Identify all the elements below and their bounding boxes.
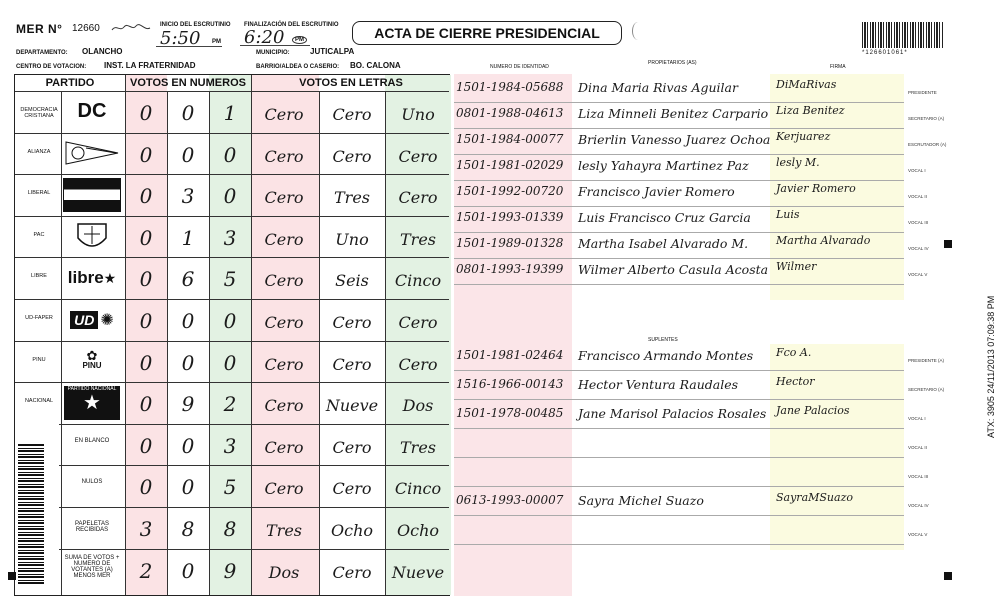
member-row xyxy=(456,406,906,428)
party-name: LIBERAL xyxy=(27,190,51,197)
start-time: 5:50 xyxy=(160,28,201,49)
member-name: lesly Yahayra Martinez Paz xyxy=(578,158,749,173)
vote-number: 3 xyxy=(223,433,237,458)
member-name: Wilmer Alberto Casula Acosta xyxy=(578,262,769,277)
ud-logo-icon: UD xyxy=(70,311,98,329)
owners-label: PROPIETARIOS (AS) xyxy=(648,60,697,66)
party-logo xyxy=(63,261,121,295)
vote-number: 0 xyxy=(181,558,195,583)
vote-word: Nueve xyxy=(325,396,379,416)
vote-number: 0 xyxy=(181,309,195,333)
member-role: VOCAL II xyxy=(908,445,927,450)
member-name: Francisco Javier Romero xyxy=(578,184,735,199)
party-name: LIBRE xyxy=(31,273,47,280)
star-icon: ★ xyxy=(103,269,117,286)
member-row xyxy=(456,80,906,102)
vote-word: Tres xyxy=(400,437,436,457)
member-underline xyxy=(454,370,904,371)
row-divider xyxy=(15,382,449,383)
row-divider xyxy=(15,216,449,217)
member-role: ESCRUTADOR (A) xyxy=(908,142,947,147)
nacional-logo-text: PARTIDO NACIONAL xyxy=(67,385,117,392)
vote-word: Cero xyxy=(264,188,304,208)
party-logo xyxy=(63,220,121,254)
vote-number: 0 xyxy=(139,350,153,375)
party-name: ALIANZA xyxy=(27,148,51,155)
vote-word: Dos xyxy=(402,396,434,416)
barcode-icon xyxy=(862,22,944,48)
party-name: PINU xyxy=(32,356,46,363)
left-barcode-icon xyxy=(18,444,44,584)
vote-word: Uno xyxy=(335,229,369,249)
vote-word: Dos xyxy=(268,562,300,582)
numbers-header: VOTOS EN NUMEROS xyxy=(130,77,246,89)
member-id: 1501-1989-01328 xyxy=(456,236,564,250)
member-row xyxy=(456,493,906,515)
vote-number: 0 xyxy=(139,101,153,125)
centro-label: CENTRO DE VOTACION: xyxy=(16,64,87,70)
member-id: 1516-1966-00143 xyxy=(456,377,564,391)
dc-logo-icon: DC xyxy=(77,100,107,123)
member-row xyxy=(456,522,906,544)
party-name: UD-FAPER xyxy=(25,315,53,321)
pac-logo-icon xyxy=(72,220,112,254)
member-signature: Liza Benitez xyxy=(776,104,845,117)
member-underline xyxy=(454,544,904,545)
member-id: 0801-1993-19399 xyxy=(456,262,564,276)
mer-number: 12660 xyxy=(72,23,100,34)
vote-word: Cero xyxy=(264,354,304,374)
party-logo xyxy=(63,303,121,337)
barrio-value: BO. CALONA xyxy=(350,61,401,70)
vote-number: 5 xyxy=(223,475,237,500)
member-id: 1501-1981-02464 xyxy=(456,348,564,362)
member-role: VOCAL II xyxy=(908,194,927,199)
party-name: NACIONAL xyxy=(24,398,54,405)
vote-word: Cero xyxy=(264,229,304,249)
registration-mark xyxy=(944,240,952,248)
member-id: 1501-1984-05688 xyxy=(456,80,564,94)
pinu-emblem-icon: ✿ xyxy=(86,348,98,364)
vote-word: Cero xyxy=(398,146,438,166)
vote-word: Cero xyxy=(332,354,372,374)
member-role: VOCAL III xyxy=(908,474,929,479)
vote-word: Tres xyxy=(400,229,436,249)
grid-line xyxy=(61,91,62,595)
mer-label: MER N° xyxy=(16,22,63,36)
registration-mark xyxy=(944,572,952,580)
vote-number: 0 xyxy=(181,433,195,458)
member-id: 1501-1984-00077 xyxy=(456,132,564,146)
mer-signature-icon xyxy=(110,22,152,34)
vote-number: 0 xyxy=(139,475,153,500)
vote-word: Cero xyxy=(264,105,304,124)
vote-number: 0 xyxy=(139,142,153,167)
row-divider xyxy=(15,133,449,134)
vote-word: Cero xyxy=(332,146,372,166)
vote-number: 0 xyxy=(181,475,195,500)
vote-number: 0 xyxy=(139,184,153,209)
vote-number: 2 xyxy=(139,558,153,583)
vote-word: Ocho xyxy=(330,521,373,540)
vote-word: Cero xyxy=(332,105,372,124)
vote-number: 8 xyxy=(223,517,237,541)
total-label: SUMA DE VOTOS + NUMERO DE VOTANTES (A) MENOS MER xyxy=(64,554,120,579)
party-logo xyxy=(63,95,121,129)
party-header: PARTIDO xyxy=(45,77,95,89)
vote-word: Tres xyxy=(334,188,370,208)
vote-number: 1 xyxy=(181,225,195,250)
row-divider xyxy=(59,549,449,550)
row-divider xyxy=(59,507,449,508)
member-signature: Hector xyxy=(776,375,815,388)
member-row xyxy=(456,348,906,370)
vote-word: Cero xyxy=(264,479,304,499)
grid-line xyxy=(319,91,320,595)
star-icon: ★ xyxy=(83,391,101,414)
vote-word: Cero xyxy=(332,437,372,457)
libre-logo-icon: libre xyxy=(67,268,104,288)
member-name: Luis Francisco Cruz Garcia xyxy=(578,210,751,225)
total-label: NULOS xyxy=(81,479,103,486)
vote-number: 1 xyxy=(223,101,237,125)
vote-number: 0 xyxy=(139,225,153,250)
row-divider xyxy=(59,424,449,425)
member-signature: DiMaRivas xyxy=(776,78,837,91)
vote-number: 9 xyxy=(181,392,195,417)
member-id: 0613-1993-00007 xyxy=(456,493,564,507)
start-underline xyxy=(156,46,222,47)
member-role: SECRETARIO (A) xyxy=(908,387,945,392)
vote-word: Cero xyxy=(264,396,304,416)
member-row xyxy=(456,377,906,399)
member-row xyxy=(456,106,906,128)
row-divider xyxy=(15,257,449,258)
pinu-logo-icon xyxy=(82,348,102,371)
pinu-logo-text: PINU xyxy=(82,361,102,371)
party-logo xyxy=(63,178,121,212)
member-role: VOCAL I xyxy=(908,416,926,421)
member-signature: Fco A. xyxy=(776,346,812,359)
municipio-value: JUTICALPA xyxy=(310,47,355,56)
vote-word: Cero xyxy=(264,313,304,332)
id-column-label: NUMERO DE IDENTIDAD xyxy=(490,64,549,70)
vote-word: Cinco xyxy=(394,479,442,499)
departamento-value: OLANCHO xyxy=(82,47,123,56)
member-row xyxy=(456,184,906,206)
row-divider xyxy=(15,91,449,92)
vote-word: Seis xyxy=(335,271,369,291)
centro-value: INST. LA FRATERNIDAD xyxy=(104,61,196,70)
member-row xyxy=(456,132,906,154)
party-name: PAC xyxy=(33,231,45,238)
circle-mark-icon xyxy=(632,22,644,40)
member-underline xyxy=(454,102,904,103)
vote-number: 6 xyxy=(181,267,195,292)
member-role: VOCAL I xyxy=(908,168,926,173)
member-name: Martha Isabel Alvarado M. xyxy=(578,236,749,251)
start-label: INICIO DEL ESCRUTINIO xyxy=(160,22,231,28)
member-role: VOCAL IV xyxy=(908,503,929,508)
party-logo xyxy=(63,386,121,420)
vote-word: Cero xyxy=(332,313,372,332)
member-signature: Martha Alvarado xyxy=(776,234,871,247)
member-underline xyxy=(454,515,904,516)
vote-number: 0 xyxy=(139,267,153,292)
sun-icon: ✺ xyxy=(100,311,114,329)
end-suffix: PM xyxy=(292,36,307,44)
vote-word: Nueve xyxy=(391,562,445,582)
member-underline xyxy=(454,457,904,458)
member-signature: Kerjuarez xyxy=(776,130,831,143)
member-underline xyxy=(454,428,904,429)
vote-number: 0 xyxy=(181,350,195,375)
member-name: Hector Ventura Raudales xyxy=(578,377,739,392)
vote-number: 0 xyxy=(223,309,237,333)
registration-mark xyxy=(8,572,16,580)
member-underline xyxy=(454,128,904,129)
member-underline xyxy=(454,399,904,400)
vote-number: 0 xyxy=(223,142,237,167)
row-divider xyxy=(15,174,449,175)
member-row xyxy=(456,210,906,232)
vote-number: 0 xyxy=(223,184,237,209)
vote-number: 5 xyxy=(223,267,237,292)
member-role: VOCAL III xyxy=(908,220,929,225)
member-name: Brierlin Vanesso Juarez Ochoa xyxy=(578,132,771,147)
vote-word: Cero xyxy=(264,271,304,291)
member-underline xyxy=(454,284,904,285)
member-name: Liza Minneli Benitez Carpario xyxy=(578,106,769,121)
member-role: VOCAL V xyxy=(908,532,928,537)
barcode-number: *126601061* xyxy=(862,50,908,56)
vote-number: 0 xyxy=(223,350,237,375)
vote-word: Uno xyxy=(401,105,435,124)
municipio-label: MUNICIPIO: xyxy=(256,50,290,56)
vote-word: Cero xyxy=(398,354,438,374)
vote-word: Cero xyxy=(264,146,304,166)
vote-number: 3 xyxy=(139,517,153,541)
vote-word: Cero xyxy=(398,188,438,208)
letters-header: VOTOS EN LETRAS xyxy=(299,77,403,89)
row-divider xyxy=(15,341,449,342)
member-name: Dina Maria Rivas Aguilar xyxy=(578,80,738,95)
vote-number: 0 xyxy=(139,309,153,333)
nacional-logo-icon xyxy=(64,386,120,420)
party-logo xyxy=(63,345,121,379)
member-underline xyxy=(454,486,904,487)
member-row xyxy=(456,236,906,258)
member-underline xyxy=(454,232,904,233)
vote-word: Cero xyxy=(332,562,372,582)
vote-number: 0 xyxy=(181,101,195,125)
party-name: DEMOCRACIA CRISTIANA xyxy=(20,107,58,119)
vote-number: 8 xyxy=(181,517,195,541)
departamento-label: DEPARTAMENTO: xyxy=(16,50,68,56)
liberal-logo-icon xyxy=(63,178,121,212)
party-logo xyxy=(63,137,121,171)
member-underline xyxy=(454,154,904,155)
row-divider xyxy=(59,465,449,466)
member-id: 1501-1993-01339 xyxy=(456,210,564,224)
vote-number: 2 xyxy=(223,392,237,417)
member-role: SECRETARIO (A) xyxy=(908,116,945,121)
vote-word: Cero xyxy=(332,479,372,499)
vote-word: Ocho xyxy=(396,521,439,540)
total-label: PAPELETAS RECIBIDAS xyxy=(74,521,110,533)
member-role: PRESIDENTE xyxy=(908,90,937,95)
member-name: Francisco Armando Montes xyxy=(578,348,754,363)
vote-number: 0 xyxy=(139,392,153,417)
barrio-label: BARRIO/ALDEA O CASERIO: xyxy=(256,64,340,70)
member-row xyxy=(456,262,906,284)
member-signature: Luis xyxy=(776,208,800,221)
row-divider xyxy=(15,299,449,300)
member-signature: Jane Palacios xyxy=(776,404,850,417)
vote-number: 9 xyxy=(223,558,237,583)
member-signature: Javier Romero xyxy=(776,182,856,195)
vote-word: Cero xyxy=(264,437,304,457)
vote-number: 3 xyxy=(181,184,195,209)
substitutes-label: SUPLENTES xyxy=(648,337,678,343)
member-role: VOCAL V xyxy=(908,272,928,277)
member-role: VOCAL IV xyxy=(908,246,929,251)
side-stamp: ATX: 3905 24/11/2013 07:09:38 PM xyxy=(986,295,996,438)
member-id: 1501-1978-00485 xyxy=(456,406,564,420)
member-name: Jane Marisol Palacios Rosales xyxy=(578,406,767,421)
end-label: FINALIZACIÓN DEL ESCRUTINIO xyxy=(244,22,339,28)
member-row xyxy=(456,435,906,457)
start-suffix: PM xyxy=(212,39,221,45)
sign-column-label: FIRMA xyxy=(830,64,846,70)
votes-table xyxy=(14,74,450,596)
vote-word: Tres xyxy=(266,521,302,540)
grid-line xyxy=(385,91,386,595)
vote-word: Cero xyxy=(398,313,438,332)
member-signature: SayraMSuazo xyxy=(776,491,853,504)
member-id: 1501-1992-00720 xyxy=(456,184,564,198)
member-underline xyxy=(454,258,904,259)
member-signature: Wilmer xyxy=(776,260,817,273)
member-id: 0801-1988-04613 xyxy=(456,106,564,120)
vote-word: Cinco xyxy=(394,271,442,291)
member-signature: lesly M. xyxy=(776,156,820,169)
vote-number: 3 xyxy=(223,225,237,250)
page-title: ACTA DE CIERRE PRESIDENCIAL xyxy=(352,21,622,45)
end-underline xyxy=(240,45,310,46)
alianza-logo-icon xyxy=(64,138,120,168)
member-id: 1501-1981-02029 xyxy=(456,158,564,172)
vote-number: 0 xyxy=(139,433,153,458)
member-row xyxy=(456,158,906,180)
member-name: Sayra Michel Suazo xyxy=(578,493,704,508)
vote-number: 0 xyxy=(181,142,195,167)
member-underline xyxy=(454,206,904,207)
total-label: EN BLANCO xyxy=(74,437,110,444)
end-time: 6:20 xyxy=(244,27,285,48)
member-underline xyxy=(454,180,904,181)
member-row xyxy=(456,464,906,486)
member-role: PRESIDENTE (A) xyxy=(908,358,945,363)
